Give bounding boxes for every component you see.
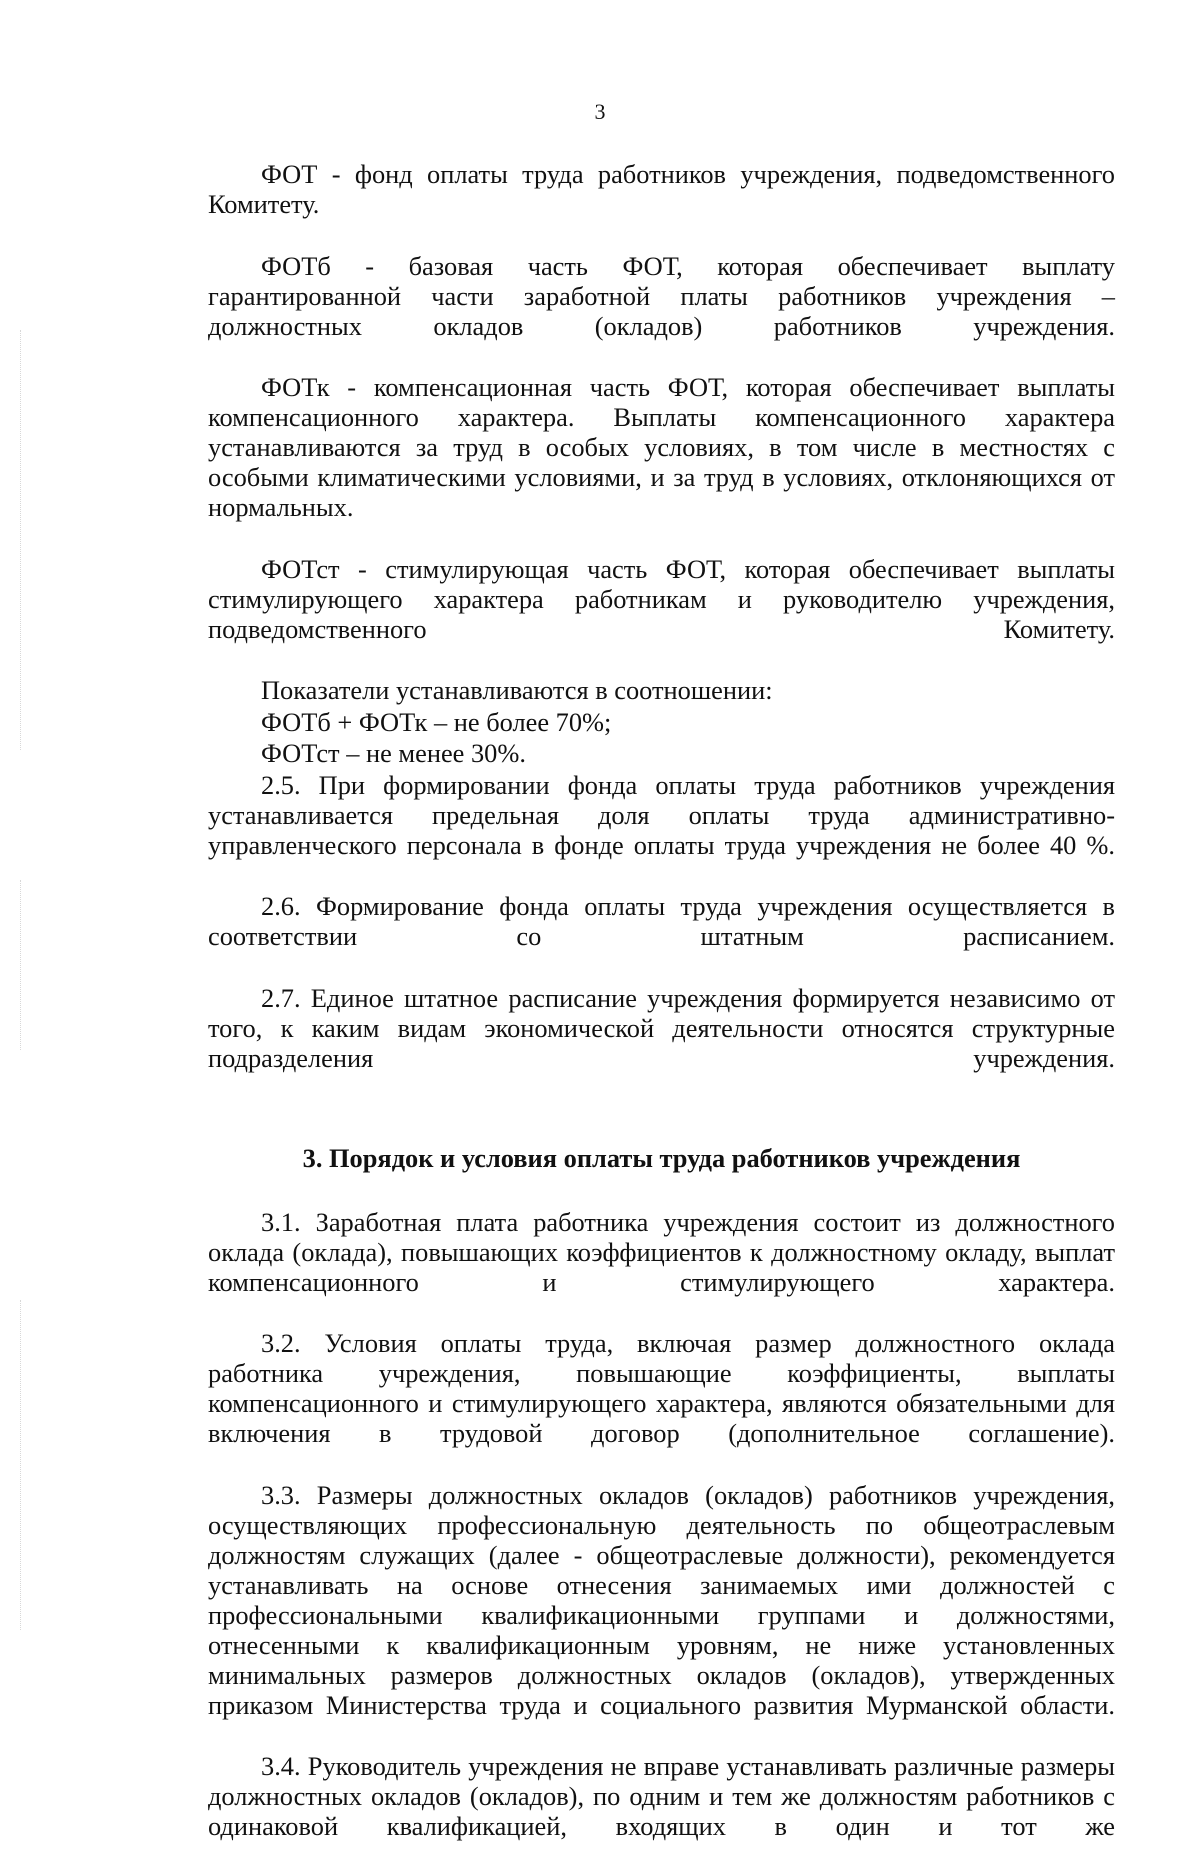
paragraph-fotk-definition: ФОТк - компенсационная часть ФОТ, которая обеспечивает выплаты компенсационного характера. Выплаты компенсационного характера устанавливаются за труд в особых условиях, в том числе в местностях с особыми климатическими условиями, и за труд в условиях, отклоняющихся от нормальных. [208,372,1115,522]
paragraph-3-1: 3.1. Заработная плата работника учреждения состоит из должностного оклада (оклада), повышающих коэффициентов к должностному окладу, выплат компенсационного и стимулирующего характера. [208,1206,1115,1297]
paragraph-fotst-definition: ФОТст - стимулирующая часть ФОТ, которая обеспечивает выплаты стимулирующего характера работникам и руководителю учреждения, подведомственного Комитету. [208,553,1115,644]
paragraph-fotb-definition: ФОТб - базовая часть ФОТ, которая обеспечивает выплату гарантированной части заработной платы работников учреждения – должностных окладов (окладов) работников учреждения. [208,250,1115,341]
paragraph-3-4: 3.4. Руководитель учреждения не вправе устанавливать различные размеры должностных окладов (окладов), по одним и тем же должностям работников с одинаковой квалификацией, входящих в один и тот же [208,1751,1115,1841]
page-number: 3 [594,99,606,124]
paragraph-ratio-base: ФОТб + ФОТк – не более 70%; [261,706,612,737]
paragraph-2-5: 2.5. При формировании фонда оплаты труда работников учреждения устанавливается предельная доля оплаты труда административно-управленческого персонала в фонде оплаты труда учреждения не более 40 %. [208,769,1115,860]
scan-margin-line [20,330,21,750]
paragraph-3-3: 3.3. Размеры должностных окладов (окладов) работников учреждения, осуществляющих профессиональную деятельность по общеотраслевым должностям служащих (далее - общеотраслевые должности), рекомендуется устанавливать на основе отнесения занимаемых ими должностей с профессиональными квалификационными группами и должностями, отнесенными к квалификационным уровням, не ниже установленных минимальных размеров должностных окладов (окладов), утвержденных приказом Министерства труда и социального развития Мурманской области. [208,1479,1115,1720]
paragraph-2-6: 2.6. Формирование фонда оплаты труда учреждения осуществляется в соответствии со штатным расписанием. [208,891,1115,951]
section-3-heading: 3. Порядок и условия оплаты труда работников учреждения [302,1142,1021,1173]
paragraph-ratio-stimulating: ФОТст – не менее 30%. [261,738,526,768]
paragraph-3-2: 3.2. Условия оплаты труда, включая размер должностного оклада работника учреждения, повышающие коэффициенты, выплаты компенсационного и стимулирующего характера, являются обязательными для включения в трудовой договор (дополнительное соглашение). [208,1328,1115,1448]
paragraph-ratio-intro: Показатели устанавливаются в соотношении: [261,675,773,705]
scan-margin-line [20,880,21,1050]
paragraph-2-7: 2.7. Единое штатное расписание учреждения формируется независимо от того, к каким видам экономической деятельности относятся структурные подразделения учреждения. [208,982,1115,1073]
paragraph-fot-definition: ФОТ - фонд оплаты труда работников учреждения, подведомственного Комитету. [208,159,1115,219]
scan-margin-line [20,1300,21,1630]
document-body [208,159,1115,1873]
